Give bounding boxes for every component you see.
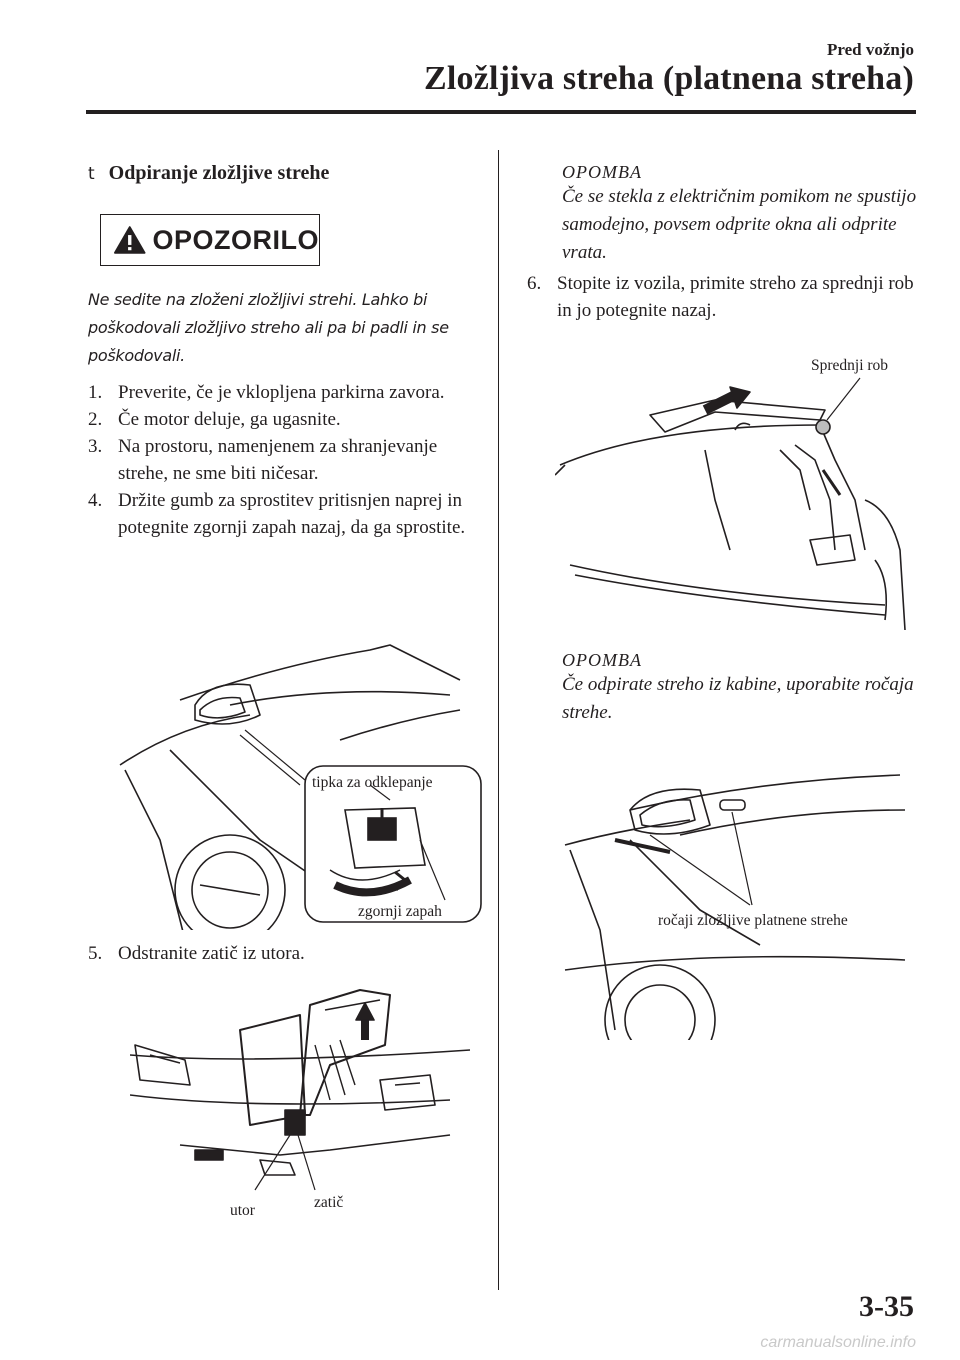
pin-slot-illustration [130,985,480,1230]
list-item [527,270,927,324]
section-title [88,162,329,185]
note-1-text: Če se stekla z električnim pomikom ne spustijo samodejno, povsem odprite okna ali odprite vrata. [562,186,917,263]
list-item [88,406,488,433]
note-2-heading: OPOMBA [562,650,642,670]
section-bullet: t [88,164,95,184]
step-number: 5. [88,943,103,964]
step-text: Na prostoru, namenjenem za shranjevanje strehe, ne sme biti ničesar. [118,436,438,484]
step-text: Preverite, če je vklopljena parkirna zavora. [118,382,445,403]
label-slot: utor [230,1202,255,1219]
step-number: 6. [527,273,542,294]
steps-list [88,379,488,541]
label-upper-latch: zgornji zapah [358,903,442,920]
roof-handles-illustration [560,770,910,1040]
label-pin: zatič [314,1194,344,1211]
list-item [88,433,488,487]
roof-front-edge-illustration [555,350,915,630]
warning-triangle-icon [113,225,147,255]
warning-text: Ne sedite na zloženi zložljivi strehi. Lahko bi poškodovali zložljivo streho ali pa bi padli in se poškodovali. [88,290,449,365]
steps-list-b [88,940,488,967]
list-item [88,487,488,541]
step-number: 2. [88,409,103,430]
steps-list-c [527,270,927,324]
label-roof-handles: ročaji zložljive platnene strehe [658,912,848,929]
step-text: Držite gumb za sprostitev pritisnjen naprej in potegnite zgornji zapah nazaj, da ga sprostite. [118,490,466,538]
note-1 [562,162,922,267]
label-front-edge: Sprednji rob [811,357,889,374]
step-text: Stopite iz vozila, primite streho za sprednji rob in jo potegnite nazaj. [557,273,914,321]
note-2-text: Če odpirate streho iz kabine, uporabite ročaja strehe. [562,674,914,723]
latch-illustration [100,640,490,930]
label-release-button: tipka za odklepanje [312,774,433,791]
step-text: Če motor deluje, ga ugasnite. [118,409,341,430]
page-title: Zložljiva streha (platnena streha) [423,60,914,97]
column-divider [498,150,499,1290]
page-number: 3-35 [859,1290,914,1323]
note-1-heading: OPOMBA [562,162,642,182]
warning-label: OPOZORILO [152,224,319,255]
warning-box [100,214,320,266]
note-2 [562,650,922,727]
step-number: 1. [88,382,103,403]
step-number: 4. [88,490,103,511]
section-title-text: Odpiranje zložljive strehe [108,162,330,184]
header-rule [86,110,916,114]
list-item [88,940,488,967]
list-item [88,379,488,406]
step-text: Odstranite zatič iz utora. [118,943,305,964]
step-number: 3. [88,436,103,457]
header-section: Pred vožnjo [826,40,914,59]
footer-watermark: carmanualsonline.info [760,1334,916,1351]
